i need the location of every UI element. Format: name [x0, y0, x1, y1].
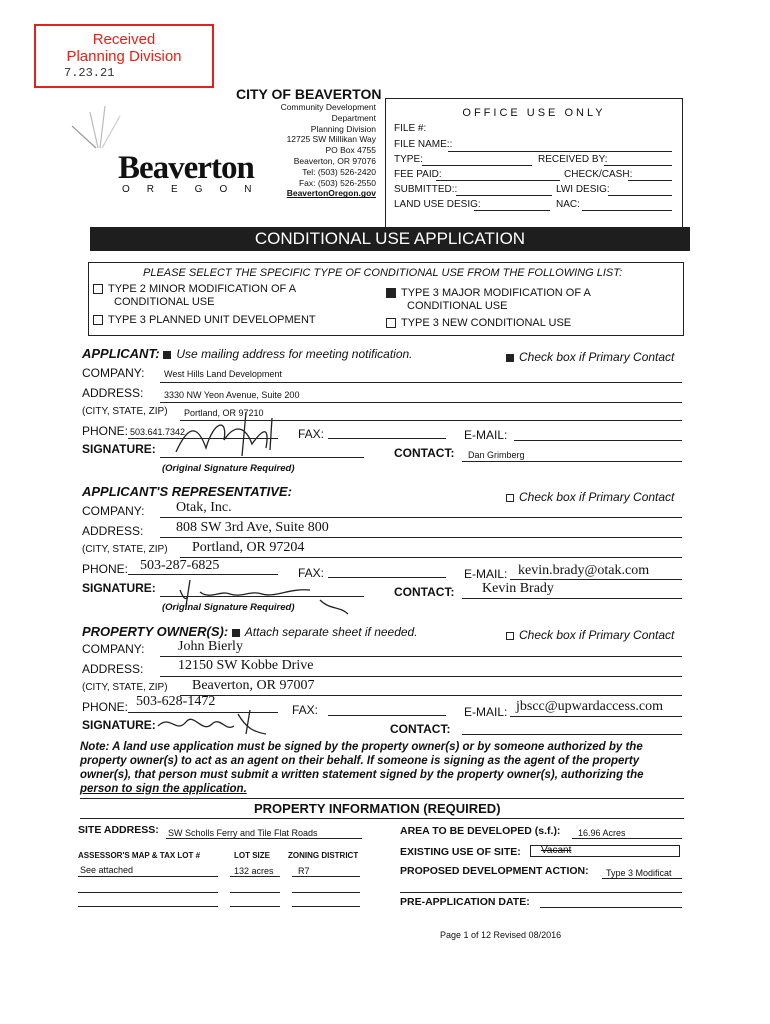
stamp-date: 7.23.21 [64, 66, 115, 80]
page-footer: Page 1 of 12 Revised 08/2016 [440, 930, 562, 940]
applicant-note: Use mailing address for meeting notification. [176, 347, 413, 361]
beaverton-logo: Beaverton [118, 150, 254, 186]
signature-note: (Original Signature Required) [162, 463, 295, 474]
owner-heading-row [82, 624, 418, 639]
contact-label: CONTACT: [394, 585, 455, 599]
contact-label: CONTACT: [390, 722, 451, 736]
stamp-division: Planning Division [66, 48, 182, 65]
rep-city-state-zip[interactable]: Portland, OR 97204 [192, 540, 305, 555]
received-by-label: RECEIVED BY: [538, 154, 608, 165]
nac-label: NAC: [556, 199, 580, 210]
phone-label: PHONE: [82, 424, 129, 438]
dept-line: Department [331, 112, 376, 123]
checkbox-empty-icon[interactable] [93, 284, 103, 294]
representative-heading: APPLICANT'S REPRESENTATIVE: [82, 484, 292, 499]
city-state-zip-label: (CITY, STATE, ZIP) [82, 406, 168, 417]
check-cash-label: CHECK/CASH: [564, 169, 633, 180]
lot-size-value[interactable]: 132 acres [234, 866, 274, 876]
option-type2-minor[interactable] [93, 283, 296, 295]
zoning-label: ZONING DISTRICT [288, 851, 359, 860]
note-line: Note: A land use application must be signed by the property owner(s) or by someone authorized by the [80, 741, 643, 753]
option-label: TYPE 3 MAJOR MODIFICATION OF A [401, 287, 591, 299]
phone-label: PHONE: [82, 700, 129, 714]
fax-label: FAX: [298, 566, 325, 580]
received-by-line [604, 155, 672, 166]
dept-line: Beaverton, OR 97076 [293, 155, 376, 166]
owner-phone[interactable]: 503-628-1472 [136, 694, 216, 709]
owner-signature [150, 704, 290, 740]
applicant-heading: APPLICANT: [82, 346, 160, 361]
office-use-box [385, 98, 683, 240]
applicant-contact[interactable]: Dan Grimberg [468, 450, 525, 460]
stamp-received: Received [92, 31, 156, 48]
phone-label: PHONE: [82, 562, 129, 576]
fax-label: FAX: [298, 427, 325, 441]
dept-line: PO Box 4755 [325, 145, 376, 156]
owner-city-state-zip[interactable]: Beaverton, OR 97007 [192, 678, 315, 693]
applicant-phone[interactable]: 503.641.7342 [130, 427, 186, 437]
office-use-title: OFFICE USE ONLY [462, 107, 606, 119]
address-label: ADDRESS: [82, 662, 144, 676]
proposed-action-label: PROPOSED DEVELOPMENT ACTION: [400, 865, 589, 877]
owner-primary-contact[interactable] [506, 628, 674, 642]
assessor-value[interactable]: See attached [80, 865, 134, 875]
type-label: TYPE: [394, 154, 423, 165]
email-label: E-MAIL: [464, 567, 508, 581]
applicant-signature [166, 400, 306, 462]
file-name-line [448, 141, 672, 152]
rep-primary-contact[interactable] [506, 490, 674, 504]
zoning-value[interactable]: R7 [298, 866, 310, 876]
dept-line: Planning Division [310, 123, 376, 134]
website-link[interactable]: BeavertonOregon.gov [286, 188, 376, 199]
area-developed[interactable]: 16.96 Acres [578, 828, 626, 838]
conditional-use-type-box [88, 262, 684, 336]
sunburst-logo-icon [60, 100, 130, 150]
type-instruction: PLEASE SELECT THE SPECIFIC TYPE OF CONDITIONAL USE FROM THE FOLLOWING LIST: [143, 267, 623, 279]
site-address-label: SITE ADDRESS: [78, 824, 159, 836]
received-stamp [34, 24, 214, 88]
email-label: E-MAIL: [464, 705, 508, 719]
signature-label: SIGNATURE: [82, 442, 156, 456]
option-type3-new[interactable] [386, 317, 571, 329]
land-use-desig-line [474, 200, 550, 211]
company-label: COMPANY: [82, 504, 145, 518]
fee-paid-label: FEE PAID: [394, 169, 442, 180]
note-line: property owner(s) to act as an agent on their behalf. If someone is signing as the agent of the property [80, 755, 640, 767]
signature-authorization-note [80, 740, 684, 796]
dept-line: Fax: (503) 526-2550 [298, 177, 376, 188]
owner-email[interactable]: jbscc@upwardaccess.com [516, 699, 663, 714]
address-label: ADDRESS: [82, 524, 144, 538]
signature-note: (Original Signature Required) [162, 602, 295, 613]
checkbox-checked-icon[interactable] [506, 354, 514, 362]
note-line: person to sign the application. [80, 783, 247, 795]
site-address[interactable]: SW Scholls Ferry and Tile Flat Roads [168, 828, 318, 838]
city-state-zip-label: (CITY, STATE, ZIP) [82, 544, 168, 555]
file-number-label: FILE #: [394, 123, 427, 134]
applicant-city-state-zip[interactable]: Portland, OR 97210 [184, 408, 264, 418]
rep-contact[interactable]: Kevin Brady [482, 581, 554, 596]
checkbox-checked-icon[interactable] [386, 288, 396, 298]
form-title-banner: CONDITIONAL USE APPLICATION [90, 227, 690, 251]
applicant-address[interactable]: 3330 NW Yeon Avenue, Suite 200 [164, 390, 300, 400]
owner-address[interactable]: 12150 SW Kobbe Drive [178, 658, 314, 673]
file-name-label: FILE NAME:: [394, 139, 453, 150]
dept-line: 12725 SW Millikan Way [286, 134, 376, 145]
dept-line: Community Development [280, 102, 376, 112]
existing-use-label: EXISTING USE OF SITE: [400, 846, 521, 858]
applicant-primary-contact[interactable] [506, 350, 674, 364]
lwi-desig-line [608, 185, 672, 196]
signature-label: SIGNATURE: [82, 581, 156, 595]
dept-line: Tel: (503) 526-2420 [302, 166, 376, 177]
pre-application-date-label: PRE-APPLICATION DATE: [400, 896, 530, 908]
owner-company[interactable]: John Bierly [178, 639, 243, 654]
checkbox-checked-icon[interactable] [232, 629, 240, 637]
rep-email[interactable]: kevin.brady@otak.com [518, 563, 650, 578]
fax-label: FAX: [292, 703, 319, 717]
primary-contact-label: Check box if Primary Contact [519, 350, 675, 364]
checkbox-checked-icon[interactable] [163, 351, 171, 359]
city-title: CITY OF BEAVERTON [236, 86, 382, 102]
address-label: ADDRESS: [82, 386, 144, 400]
logo-oregon: OREGON [122, 184, 269, 195]
land-use-desig-label: LAND USE DESIG: [394, 199, 481, 210]
company-label: COMPANY: [82, 642, 145, 656]
option-label: TYPE 2 MINOR MODIFICATION OF A [108, 283, 297, 295]
lwi-desig-label: LWI DESIG: [556, 184, 610, 195]
contact-label: CONTACT: [394, 446, 455, 460]
city-state-zip-label: (CITY, STATE, ZIP) [82, 682, 168, 693]
option-label-cont: CONDITIONAL USE [407, 300, 508, 312]
email-label: E-MAIL: [464, 428, 508, 442]
option-label: TYPE 3 NEW CONDITIONAL USE [401, 317, 572, 329]
fee-paid-line [436, 170, 560, 181]
check-cash-line [628, 170, 672, 181]
owner-heading: PROPERTY OWNER(S): [82, 624, 229, 639]
area-developed-label: AREA TO BE DEVELOPED (s.f.): [400, 825, 561, 837]
primary-contact-label: Check box if Primary Contact [519, 628, 675, 642]
option-label: TYPE 3 PLANNED UNIT DEVELOPMENT [108, 314, 316, 326]
applicant-heading-row [82, 346, 413, 361]
submitted-label: SUBMITTED:: [394, 184, 458, 195]
applicant-company[interactable]: West Hills Land Development [164, 369, 282, 379]
option-type3-pud[interactable] [93, 314, 316, 326]
company-label: COMPANY: [82, 366, 145, 380]
rep-phone[interactable]: 503-287-6825 [140, 558, 220, 573]
primary-contact-label: Check box if Primary Contact [519, 490, 675, 504]
rep-address[interactable]: 808 SW 3rd Ave, Suite 800 [176, 520, 329, 535]
assessor-label: ASSESSOR'S MAP & TAX LOT # [78, 851, 201, 860]
checkbox-empty-icon[interactable] [386, 318, 396, 328]
note-line: owner(s), that person must submit a written statement signed by the property owner(s), authorizing the [80, 769, 644, 781]
option-type3-major[interactable] [386, 287, 591, 299]
lot-size-label: LOT SIZE [234, 851, 270, 860]
submitted-line [456, 185, 552, 196]
rep-company[interactable]: Otak, Inc. [176, 500, 232, 515]
checkbox-empty-icon[interactable] [506, 494, 514, 502]
signature-label: SIGNATURE: [82, 718, 156, 732]
checkbox-empty-icon[interactable] [93, 315, 103, 325]
checkbox-empty-icon[interactable] [506, 632, 514, 640]
type-line [422, 155, 532, 166]
proposed-action-value[interactable]: Type 3 Modificat [606, 868, 672, 878]
property-info-heading: PROPERTY INFORMATION (REQUIRED) [254, 801, 501, 816]
existing-use-value[interactable]: Vacant [530, 845, 680, 857]
option-label-cont: CONDITIONAL USE [114, 296, 215, 308]
nac-line [582, 200, 672, 211]
owner-note: Attach separate sheet if needed. [244, 625, 418, 639]
